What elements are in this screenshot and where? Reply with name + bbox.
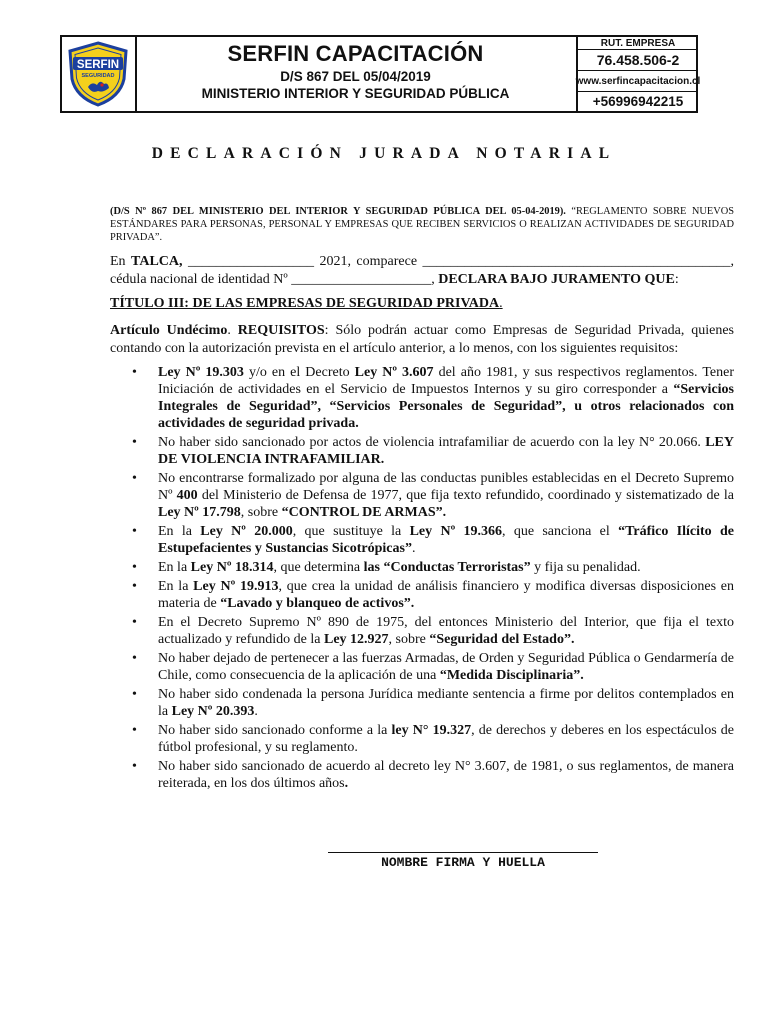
ministry-line: MINISTERIO INTERIOR Y SEGURIDAD PÚBLICA xyxy=(201,86,510,101)
rut-value: 76.458.506-2 xyxy=(578,50,698,71)
requirement-text: En la xyxy=(158,524,201,539)
id-blank-field[interactable]: ____________________, xyxy=(291,272,435,287)
requirement-item xyxy=(110,650,734,684)
requirement-text: No haber sido sancionado por actos de violencia intrafamiliar de acuerdo con la ley N° 20.066. xyxy=(158,435,706,450)
bullet-icon: • xyxy=(132,723,137,738)
requirement-text: No haber sido sancionado conforme a la xyxy=(158,723,392,738)
requirement-text: y/o en el Decreto xyxy=(243,365,355,380)
requirement-text: , sobre xyxy=(240,505,282,520)
requirement-bold-text: Ley Nº 19.913 xyxy=(193,579,279,594)
bullet-icon: • xyxy=(132,687,137,702)
signature-label: NOMBRE FIRMA Y HUELLA xyxy=(381,855,545,870)
reference-decree: (D/S Nº 867 DEL MINISTERIO DEL INTERIOR Y SEGURIDAD PÚBLICA DEL 05-04-2019). xyxy=(110,206,566,217)
requirement-bold-text: “Tráfico Ilícito de Estupefacientes y Sustancias Sicotrópicas” xyxy=(158,524,734,556)
bullet-icon: • xyxy=(132,524,137,539)
phone-number: +56996942215 xyxy=(592,94,684,109)
requirement-text: . xyxy=(411,541,416,556)
name-blank-field[interactable]: ____________________________________________, xyxy=(422,254,734,269)
intro-year: 2021, xyxy=(319,254,351,269)
intro-cedula: cédula nacional de identidad Nº xyxy=(110,272,288,287)
requirement-bold-text: Ley Nº 20.000 xyxy=(200,524,293,539)
requirement-item xyxy=(110,364,734,432)
requirement-text: En la xyxy=(158,560,191,575)
company-name: SERFIN CAPACITACIÓN xyxy=(227,41,484,66)
requirement-item xyxy=(110,686,734,720)
requirement-text: No haber sido condenada la persona Jurídica mediante sentencia a firme por delitos contemplados en la xyxy=(158,687,734,719)
signature-line xyxy=(328,852,598,853)
intro-city: TALCA, xyxy=(131,254,183,269)
requirement-bold-text: ley N° 19.327 xyxy=(391,723,472,738)
document-title: DECLARACIÓN JURADA NOTARIAL xyxy=(151,145,617,162)
requirement-text: , que crea la unidad de análisis financiero y modifica diversas disposiciones en materia de xyxy=(158,579,734,611)
bullet-icon: • xyxy=(132,435,137,450)
logo-cell xyxy=(62,37,137,111)
requirement-bold-text: “Lavado y blanqueo de activos”. xyxy=(220,596,415,611)
bullet-icon: • xyxy=(132,615,137,630)
requirement-bold-text: Ley Nº 18.314 xyxy=(190,560,274,575)
section-title xyxy=(110,295,734,313)
requirement-item xyxy=(110,559,734,576)
document-header xyxy=(60,35,701,113)
intro-line-1 xyxy=(110,253,734,271)
requirement-text: y fija su penalidad. xyxy=(530,560,641,575)
decree-line: D/S 867 DEL 05/04/2019 xyxy=(280,69,431,84)
requirement-item xyxy=(110,470,734,521)
company-info-block xyxy=(575,37,701,111)
website-link[interactable]: www.serfincapacitacion.cl xyxy=(578,71,698,92)
requirement-text: . xyxy=(254,704,258,719)
bullet-icon: • xyxy=(132,560,137,575)
article-text: : Sólo podrán actuar como Empresas de Seguridad Privada, quienes contando con la autorización prevista en el artículo anterior, a lo menos, con los siguientes requisitos: xyxy=(110,323,734,356)
article-dot: . xyxy=(227,323,231,338)
section-title-dot: . xyxy=(499,296,503,311)
rut-label: RUT. EMPRESA xyxy=(578,37,698,50)
intro-comparece: comparece xyxy=(356,254,418,269)
section-title-text: TÍTULO III: DE LAS EMPRESAS DE SEGURIDAD PRIVADA xyxy=(110,296,500,311)
requirement-item xyxy=(110,523,734,557)
requirement-item xyxy=(110,614,734,648)
requirement-bold-text: Ley 12.927 xyxy=(323,632,389,647)
bullet-icon: • xyxy=(132,365,137,380)
bullet-icon: • xyxy=(132,579,137,594)
bullet-icon: • xyxy=(132,759,137,774)
requirement-bold-text: las “Conductas Terroristas” xyxy=(363,560,531,575)
requirement-bold-text: Ley Nº 17.798 xyxy=(158,505,241,520)
bullet-icon: • xyxy=(132,471,137,486)
article-paragraph xyxy=(110,322,734,357)
header-title-block xyxy=(135,37,576,111)
requirement-text: No encontrarse formalizado por alguna de las conductas punibles establecidas en el Decreto Supremo Nº xyxy=(158,471,734,503)
intro-en: En xyxy=(110,254,126,269)
requirement-bold-text: LEY DE VIOLENCIA INTRAFAMILIAR. xyxy=(158,435,734,467)
date-blank-field[interactable]: __________________ xyxy=(187,254,314,269)
requirement-bold-text: “Seguridad del Estado”. xyxy=(429,632,575,647)
requirement-bold-text: . xyxy=(344,776,349,791)
requirement-bold-text: 400 xyxy=(176,488,198,503)
legal-reference xyxy=(110,205,734,244)
article-label: Artículo Undécimo xyxy=(110,323,228,338)
requirement-bold-text: Ley Nº 19.366 xyxy=(409,524,503,539)
requirement-bold-text: “CONTROL DE ARMAS”. xyxy=(281,505,447,520)
requirement-text: del año 1981, y sus respectivos reglamentos. Tener Iniciación de actividades en el Servicio de Impuestos Internos y su giro corresponder a xyxy=(158,365,734,397)
requirement-text: , que sustituye la xyxy=(292,524,410,539)
requirement-text: del Ministerio de Defensa de 1977, que fija texto refundido, coordinado y sistematizado de la xyxy=(197,488,734,503)
requirement-bold-text: Ley Nº 3.607 xyxy=(354,365,434,380)
requirement-text: , de derechos y deberes en los espectáculos de fútbol profesional, y su reglamento. xyxy=(158,723,734,755)
intro-line-2 xyxy=(110,271,734,289)
requirement-item xyxy=(110,434,734,468)
requirement-bold-text: Ley Nº 19.303 xyxy=(158,365,244,380)
logo-text: SERFIN xyxy=(76,59,120,71)
serfin-logo xyxy=(66,41,130,107)
requirement-text: , sobre xyxy=(388,632,430,647)
requirement-text: En el Decreto Supremo Nº 890 de 1975, del entonces Ministerio del Interior, que fija el texto actualizado y refundido de la xyxy=(158,615,734,647)
requirement-bold-text: “Servicios Integrales de Seguridad”, “Servicios Personales de Seguridad”, u otros relacionados con actividades de seguridad privada. xyxy=(158,382,734,431)
requirement-item xyxy=(110,578,734,612)
requirement-bold-text: “Medida Disciplinaria”. xyxy=(439,668,584,683)
logo-subtext: SEGURIDAD xyxy=(81,73,115,79)
requirement-item xyxy=(110,722,734,756)
requirement-item xyxy=(110,758,734,792)
requirement-text: No haber sido sancionado de acuerdo al decreto ley N° 3.607, de 1981, o sus reglamentos, de manera reiterada, en los dos últimos años xyxy=(158,759,734,791)
requirement-text: , que determina xyxy=(273,560,364,575)
requirement-bold-text: Ley Nº 20.393 xyxy=(171,704,255,719)
requirement-text: , que sanciona el xyxy=(502,524,619,539)
requirements-list xyxy=(110,364,734,794)
bullet-icon: • xyxy=(132,651,137,666)
article-requisitos: REQUISITOS xyxy=(237,323,325,338)
reference-text: “REGLAMENTO SOBRE NUEVOS ESTÁNDARES PARA PERSONAS, PERSONAL Y EMPRESAS QUE RECIBEN SERVICIOS O REALIZAN ACTIVIDADES DE SEGURIDAD PRIVADA”. xyxy=(110,206,734,243)
intro-colon: : xyxy=(674,272,679,287)
declaration-oath: DECLARA BAJO JURAMENTO QUE xyxy=(438,272,675,287)
requirement-text: No haber dejado de pertenecer a las fuerzas Armadas, de Orden y Seguridad Pública o Gendarmería de Chile, como consecuencia de la aplicación de una xyxy=(158,651,734,683)
requirement-text: En la xyxy=(158,579,194,594)
